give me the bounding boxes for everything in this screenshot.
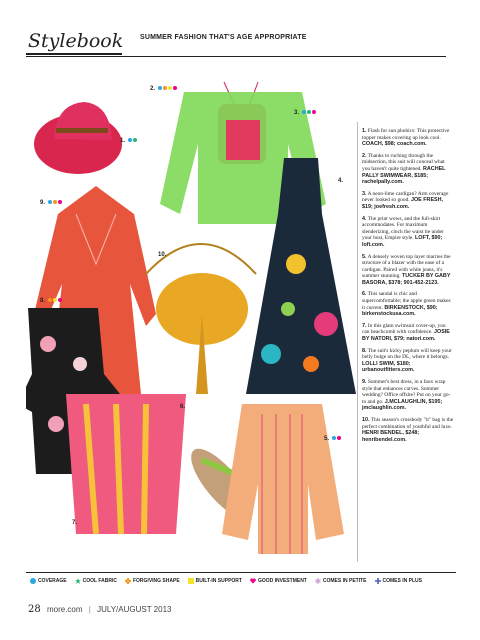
product-collage [26,64,356,564]
circle-icon [30,578,36,584]
hat-image [34,102,122,174]
legend-comes-in-plus: COMES IN PLUS [375,578,422,584]
legend-cool-fabric: COOL FABRIC [75,578,117,584]
square-icon [188,578,194,584]
entry-7: 7. In this glam swimsuit cover-up, you can beachcomb with confidence. JOSIE BY NATORI, $79; natori.com. [362,322,450,343]
heart-icon [250,578,256,584]
star-icon [75,578,81,584]
section-logo: Stylebook [28,30,124,52]
asterisk-icon [315,578,321,584]
legend-rule [26,572,456,573]
callout-5: 5. [324,436,341,442]
entry-6: 6. This sandal is chic and supercomfortable; the apple green makes it current. BIRKENSTOCK, $90; birkenstockusa.com. [362,291,451,318]
logo-underline [26,53,122,55]
legend-comes-in-petite: COMES IN PETITE [315,578,367,584]
callout-4: 4. [338,178,344,184]
flower-icon [125,578,131,584]
entry-8: 8. The suit's kicky peplum will keep your belly bulge on the DL, where it belongs. LOLLI SWIM, $180; urbanoutfitters.com. [362,347,452,374]
callout-9: 9. [40,200,62,206]
section-tagline: SUMMER FASHION THAT'S AGE APPROPRIATE [140,34,307,41]
footer-issue: JULY/AUGUST 2013 [97,605,172,614]
entry-10: 10. This season's crossbody "it" bag is the perfect combination of youthful and luxe. HENRI BENDEL, $248; henribendel.com. [362,416,454,443]
callout-3: 3. [294,110,316,116]
legend-forgiving-shape: FORGIVING SHAPE [125,578,180,584]
legend-good-investment: GOOD INVESTMENT [250,578,307,584]
callout-2: 2. [150,86,177,92]
header-rule [26,56,446,57]
column-rule [357,122,358,562]
plus-icon [375,578,381,584]
footer-site: more.com [46,605,83,614]
callout-10: 10. [158,252,167,258]
page-number: 28 [28,604,41,615]
entry-3: 3. A neon-lime cardigan? Arm coverage never looked so good. JOE FRESH, $19; joefresh.com. [362,190,449,210]
item-descriptions [362,128,454,448]
symbol-legend [30,578,460,584]
page-footer [28,604,171,615]
callout-8: 8. [40,298,62,304]
cover-up-image [66,394,186,534]
entry-2: 2. Thanks to ruching through the midsection, this suit will conceal what you haven't quite tightened. RACHEL PALLY SWIMWEAR, $185; rachelpally.com. [362,152,446,186]
footer-separator: | [88,605,91,614]
entry-1: 1. Flash for sun phobics: This protective topper makes covering up look cool. COACH, $98; coach.com. [362,128,450,148]
callout-7: 7. [72,520,78,526]
callout-1: 1. [120,138,137,144]
entry-9: 9. Summer's best dress, in a faux wrap style that enhances curves. Summer wedding? Office offsite? Put on your go-to and go. J.MCLAUGHLIN, $195; jmclaughlin.com. [362,379,451,412]
crossbody-bag-image [146,244,256,394]
legend-coverage: COVERAGE [30,578,67,584]
callout-6: 6. [180,404,186,410]
legend-built-in-support: BUILT-IN SUPPORT [188,578,242,584]
entry-4: 4. The print wows, and the full-skirt accommodates. For maximum slenderizing, cinch the waist tie under your bust, Empire style. LOFT, $90; loft.com. [362,215,444,248]
entry-5: 5. A densely woven top layer marries the structure of a blazer with the ease of a cardigan. Paired with white jeans, it's summer stunning. TUCKER BY GABY BASORA, $378; 901-452-2123. [362,253,451,286]
striped-blazer-image [222,404,344,554]
